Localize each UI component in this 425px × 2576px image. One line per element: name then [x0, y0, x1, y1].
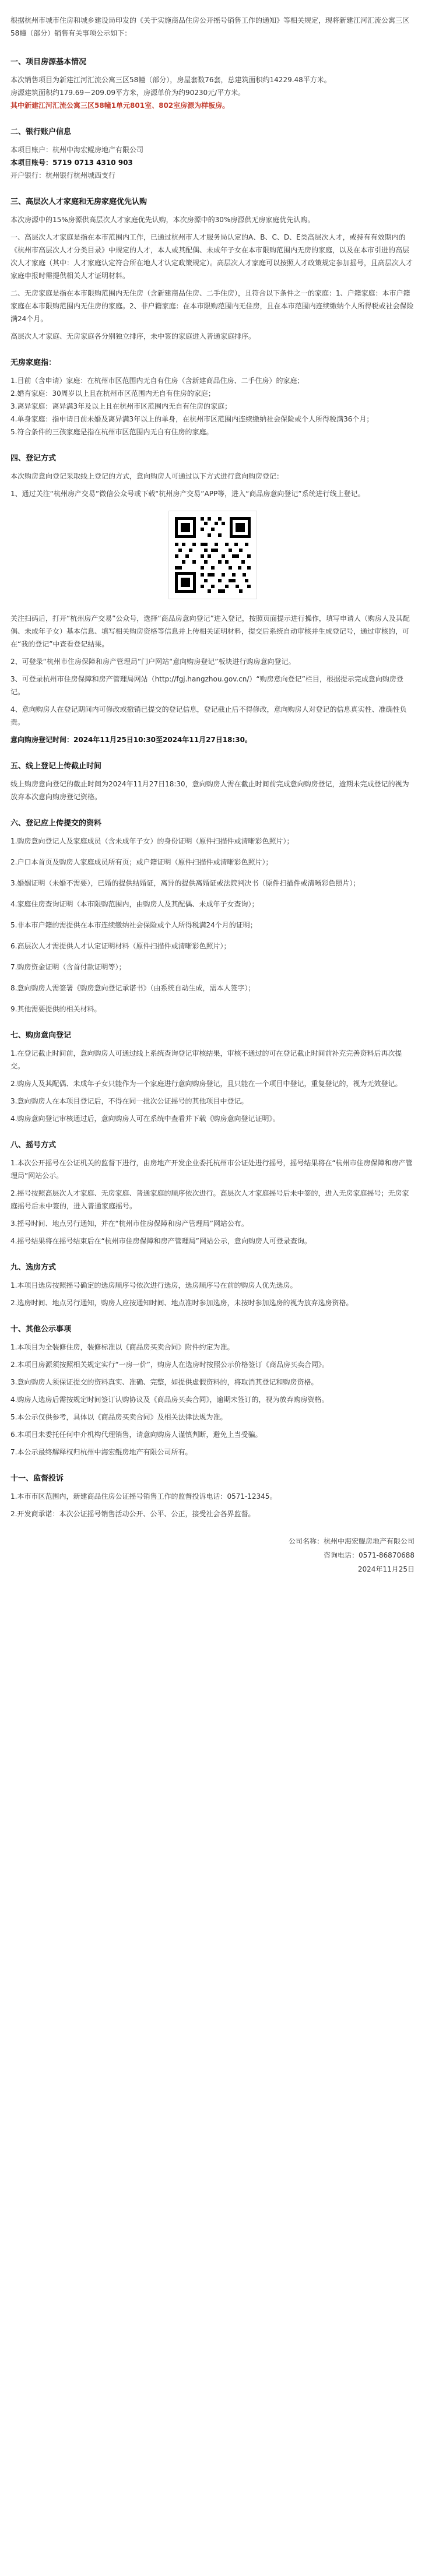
paragraph: 1.本项目为全装修住房，装修标准以《商品房买卖合同》附件约定为准。 — [10, 1343, 234, 1351]
section-upload-deadline — [10, 760, 415, 803]
section-title: 十、其他公示事项 — [10, 1325, 72, 1334]
list-item: 4.单身家庭：指申请日前未婚及离异满3年以上的单身，在杭州市区范围内连续缴纳社会保险或个人所得税满36个月； — [10, 415, 374, 423]
contact-phone: 咨询电话：0571-86870688 — [324, 1551, 415, 1559]
section-title: 五、线上登记上传截止时间 — [10, 762, 102, 771]
list-item: 2.户口本首页及购房人家庭成员所有页；或户籍证明（原件扫描件或清晰彩色照片）； — [10, 858, 273, 866]
section-selection-method — [10, 1261, 415, 1309]
list-item: 9.其他需要提供的相关材料。 — [10, 1005, 101, 1013]
paragraph: 2.选房时间、地点另行通知，购房人应按通知时间、地点准时参加选房，未按时参加选房的视为放弃选房资格。 — [10, 1299, 353, 1307]
paragraph: 1.本次公开摇号在公证机关的监督下进行，由房地产开发企业委托杭州市公证处进行摇号，摇号结果将在“杭州市住房保障和房产管理局”网站公示。 — [10, 1159, 413, 1180]
text-line: 开户银行：杭州银行杭州城西支行 — [10, 171, 116, 180]
list-item: 4.家庭住房查询证明（本市限购范围内，由购房人及其配偶、未成年子女查询）； — [10, 900, 259, 908]
text-line: 房源建筑面积约179.69－209.09平方米，房源单价为约90230元/平方米。 — [10, 89, 245, 97]
section-title: 六、登记应上传提交的资料 — [10, 819, 102, 828]
qr-code-image — [168, 511, 257, 599]
text-line: 本项目账户：杭州中海宏鲲房地产有限公司 — [10, 146, 144, 154]
paragraph: 5.本公示仅供参考，具体以《商品房买卖合同》及相关法律法规为准。 — [10, 1413, 227, 1421]
highlight-line: 其中新建江河汇流公寓三区58幢1单元801室、802室房源为样板房。 — [10, 101, 230, 110]
qr-code-icon — [169, 511, 257, 599]
paragraph: 2.购房人及其配偶、未成年子女只能作为一个家庭进行意向购房登记，且只能在一个项目中登记，重复登记的，视为无效登记。 — [10, 1080, 402, 1088]
section-title: 一、项目房源基本情况 — [10, 58, 87, 66]
signature-block — [10, 1534, 415, 1576]
section-bank-info — [10, 126, 415, 182]
paragraph: 1.本市市区范围内，新建商品住房公证摇号销售工作的监督投诉电话：0571-12345。 — [10, 1492, 277, 1500]
section-title: 无房家庭指： — [10, 359, 57, 367]
paragraph: 二、无房家庭是指在本市限购范围内无住房（含新建商品住房、二手住房），且符合以下条件之一的家庭：1、户籍家庭：本市户籍家庭在本市限购范围内无住房的家庭。2、非户籍家庭：在本市限购范围内无住房，且在本市范围内连续缴纳个人所得税或社会保险满24个月。 — [10, 289, 414, 323]
paragraph: 7.本公示最终解释权归杭州中海宏鲲房地产有限公司所有。 — [10, 1448, 192, 1456]
section-title: 四、登记方式 — [10, 454, 57, 463]
intro-text: 根据杭州市城市住房和城乡建设局印发的《关于实施商品住房公开摇号销售工作的通知》等相关规定，现将新建江河汇流公寓三区58幢（部分）销售有关事项公示如下： — [10, 16, 410, 37]
paragraph: 1.本项目选房按照摇号确定的选房顺序号依次进行选房，选房顺序号在前的购房人优先选房。 — [10, 1281, 297, 1289]
text-line: 本次销售项目为新建江河汇流公寓三区58幢（部分），房屋套数76套，总建筑面积约14229.48平方米。 — [10, 76, 331, 84]
list-item: 6.高层次人才需提供人才认定证明材料（原件扫描件或清晰彩色照片）； — [10, 942, 231, 950]
paragraph: 3.意向购房人在本项目登记后，不得在同一批次公证摇号的其他项目中登记。 — [10, 1097, 248, 1105]
list-item: 8.意向购房人需签署《购房意向登记承诺书》（由系统自动生成，需本人签字）； — [10, 984, 255, 992]
section-title: 九、选房方式 — [10, 1263, 57, 1272]
paragraph: 4.购房人选房后需按规定时间签订认购协议及《商品房买卖合同》，逾期未签订的，视为放弃购房资格。 — [10, 1396, 329, 1404]
section-registration-method — [10, 452, 415, 746]
qr-caption: 关注扫码后，打开“杭州房产交易”公众号，选择“商品房意向登记”进入登记，按照页面提示进行操作，填写申请人（购房人及其配偶、未成年子女）基本信息、填写相关购房资格等信息并上传相关证明材料，提交后系统自动审核并生成登记号，通过审核的，可在“我的登记”中查看登记结果。 — [10, 614, 410, 648]
notice-date: 2024年11月25日 — [357, 1565, 415, 1573]
list-item: 3、可登录杭州市住房保障和房产管理局网站（http://fgj.hangzhou.gov.cn/）“购房意向登记”栏目，根据提示完成意向购房登记。 — [10, 675, 403, 696]
paragraph: 1.在登记截止时间前，意向购房人可通过线上系统查询登记审核结果，审核不通过的可在登记截止时间前补充完善资料后再次提交。 — [10, 1049, 402, 1070]
list-item: 1.购房意向登记人及家庭成员（含未成年子女）的身份证明（原件扫描件或清晰彩色照片）； — [10, 837, 294, 845]
paragraph: 3.意向购房人须保证提交的资料真实、准确、完整，如提供虚假资料的，将取消其登记和购房资格。 — [10, 1378, 318, 1386]
company-name: 公司名称：杭州中海宏鲲房地产有限公司 — [288, 1537, 415, 1545]
list-item: 3.婚姻证明（未婚不需要），已婚的提供结婚证，离异的提供离婚证或法院判决书（原件扫描件或清晰彩色照片）； — [10, 879, 360, 887]
list-item: 2.婚育家庭：30周岁以上且在杭州市区范围内无自有住房的家庭； — [10, 389, 215, 398]
paragraph: 2.开发商承诺：本次公证摇号销售活动公开、公平、公正，接受社会各界监督。 — [10, 1510, 255, 1518]
section-other-notices — [10, 1323, 415, 1459]
section-title: 八、摇号方式 — [10, 1141, 57, 1150]
section-no-house-definition — [10, 357, 415, 438]
list-item: 5.符合条件的三孩家庭是指在杭州市区范围内无自有住房的家庭。 — [10, 428, 213, 436]
section-supervision — [10, 1472, 415, 1520]
paragraph: 一、高层次人才家庭是指在本市范围内工作，已通过杭州市人才服务局认定的A、B、C、D、E类高层次人才，或持有有效期内的《杭州市高层次人才分类目录》中规定的人才，本人或其配偶、未成年子女在本市限购范围内无房的家庭，以及在本市引进的高层次人才家庭（其中：人才家庭认定符合所在地人才认定政策规定）。高层次人才家庭可以按照人才政策规定参加摇号，且高层次人才家庭申报时需提供相关人才证明材料。 — [10, 233, 413, 280]
list-item: 7.购房资金证明（含首付款证明等）； — [10, 963, 126, 971]
list-item: 2、可登录“杭州市住房保障和房产管理局”门户网站“意向购房登记”板块进行购房意向登记。 — [10, 658, 296, 666]
section-title: 二、银行账户信息 — [10, 128, 72, 136]
paragraph: 本次购房意向登记采取线上登记的方式，意向购房人可通过以下方式进行意向购房登记： — [10, 472, 284, 480]
paragraph: 3.摇号时间、地点另行通知，并在“杭州市住房保障和房产管理局”网站公布。 — [10, 1220, 248, 1228]
section-title: 七、购房意向登记 — [10, 1031, 72, 1040]
section-title: 十一、监督投诉 — [10, 1474, 64, 1483]
paragraph: 6.本项目未委托任何中介机构代理销售，请意向购房人谨慎判断，避免上当受骗。 — [10, 1431, 262, 1439]
section-required-documents — [10, 817, 415, 1015]
section-project-info — [10, 56, 415, 112]
paragraph: 高层次人才家庭、无房家庭各分别独立排序，未中签的家庭进入普通家庭排序。 — [10, 332, 256, 340]
section-title: 三、高层次人才家庭和无房家庭优先认购 — [10, 198, 147, 206]
paragraph: 2.本项目房源须按照相关规定实行“一房一价”，购房人在选房时按照公示价格签订《商品房买卖合同》。 — [10, 1361, 329, 1369]
list-item: 3.离异家庭：离异满3年及以上且在杭州市区范围内无自有住房的家庭； — [10, 402, 232, 410]
registration-period: 意向购房登记时间：2024年11月25日10:30至2024年11月27日18:30。 — [10, 736, 252, 744]
paragraph: 本次房源中的15%房源供高层次人才家庭优先认购，本次房源中的30%房源供无房家庭优先认购。 — [10, 216, 315, 224]
section-intent-registration — [10, 1029, 415, 1125]
paragraph: 4.购房意向登记审核通过后，意向购房人可在系统中查看并下载《购房意向登记证明》。 — [10, 1115, 280, 1123]
section-priority — [10, 196, 415, 343]
list-item: 1、通过关注“杭州房产交易”微信公众号或下载“杭州房产交易”APP等，进入“商品房意向登记”系统进行线上登记。 — [10, 490, 365, 498]
list-item: 4、意向购房人在登记期间内可修改或撤销已提交的登记信息，登记截止后不得修改，意向购房人对登记的信息真实性、准确性负责。 — [10, 705, 407, 726]
list-item: 5.非本市户籍的需提供在本市连续缴纳社会保险或个人所得税满24个月的证明； — [10, 921, 257, 929]
section-lottery-method — [10, 1139, 415, 1247]
list-item: 1.目前（含申请）家庭：在杭州市区范围内无自有住房（含新建商品住房、二手住房）的家庭； — [10, 377, 304, 385]
paragraph: 线上购房意向登记的截止时间为2024年11月27日18:30，意向购房人需在截止时间前完成意向购房登记，逾期未完成登记的视为放弃本次意向购房登记资格。 — [10, 780, 409, 801]
paragraph: 4.摇号结果将在摇号结束后在“杭州市住房保障和房产管理局”网站公示，意向购房人可登录查询。 — [10, 1237, 311, 1245]
paragraph: 2.摇号按照高层次人才家庭、无房家庭、普通家庭的顺序依次进行。高层次人才家庭摇号后未中签的，进入无房家庭摇号；无房家庭摇号后未中签的，进入普通家庭摇号。 — [10, 1189, 409, 1210]
bank-account-line: 本项目账号：5719 0713 4310 903 — [10, 159, 133, 167]
